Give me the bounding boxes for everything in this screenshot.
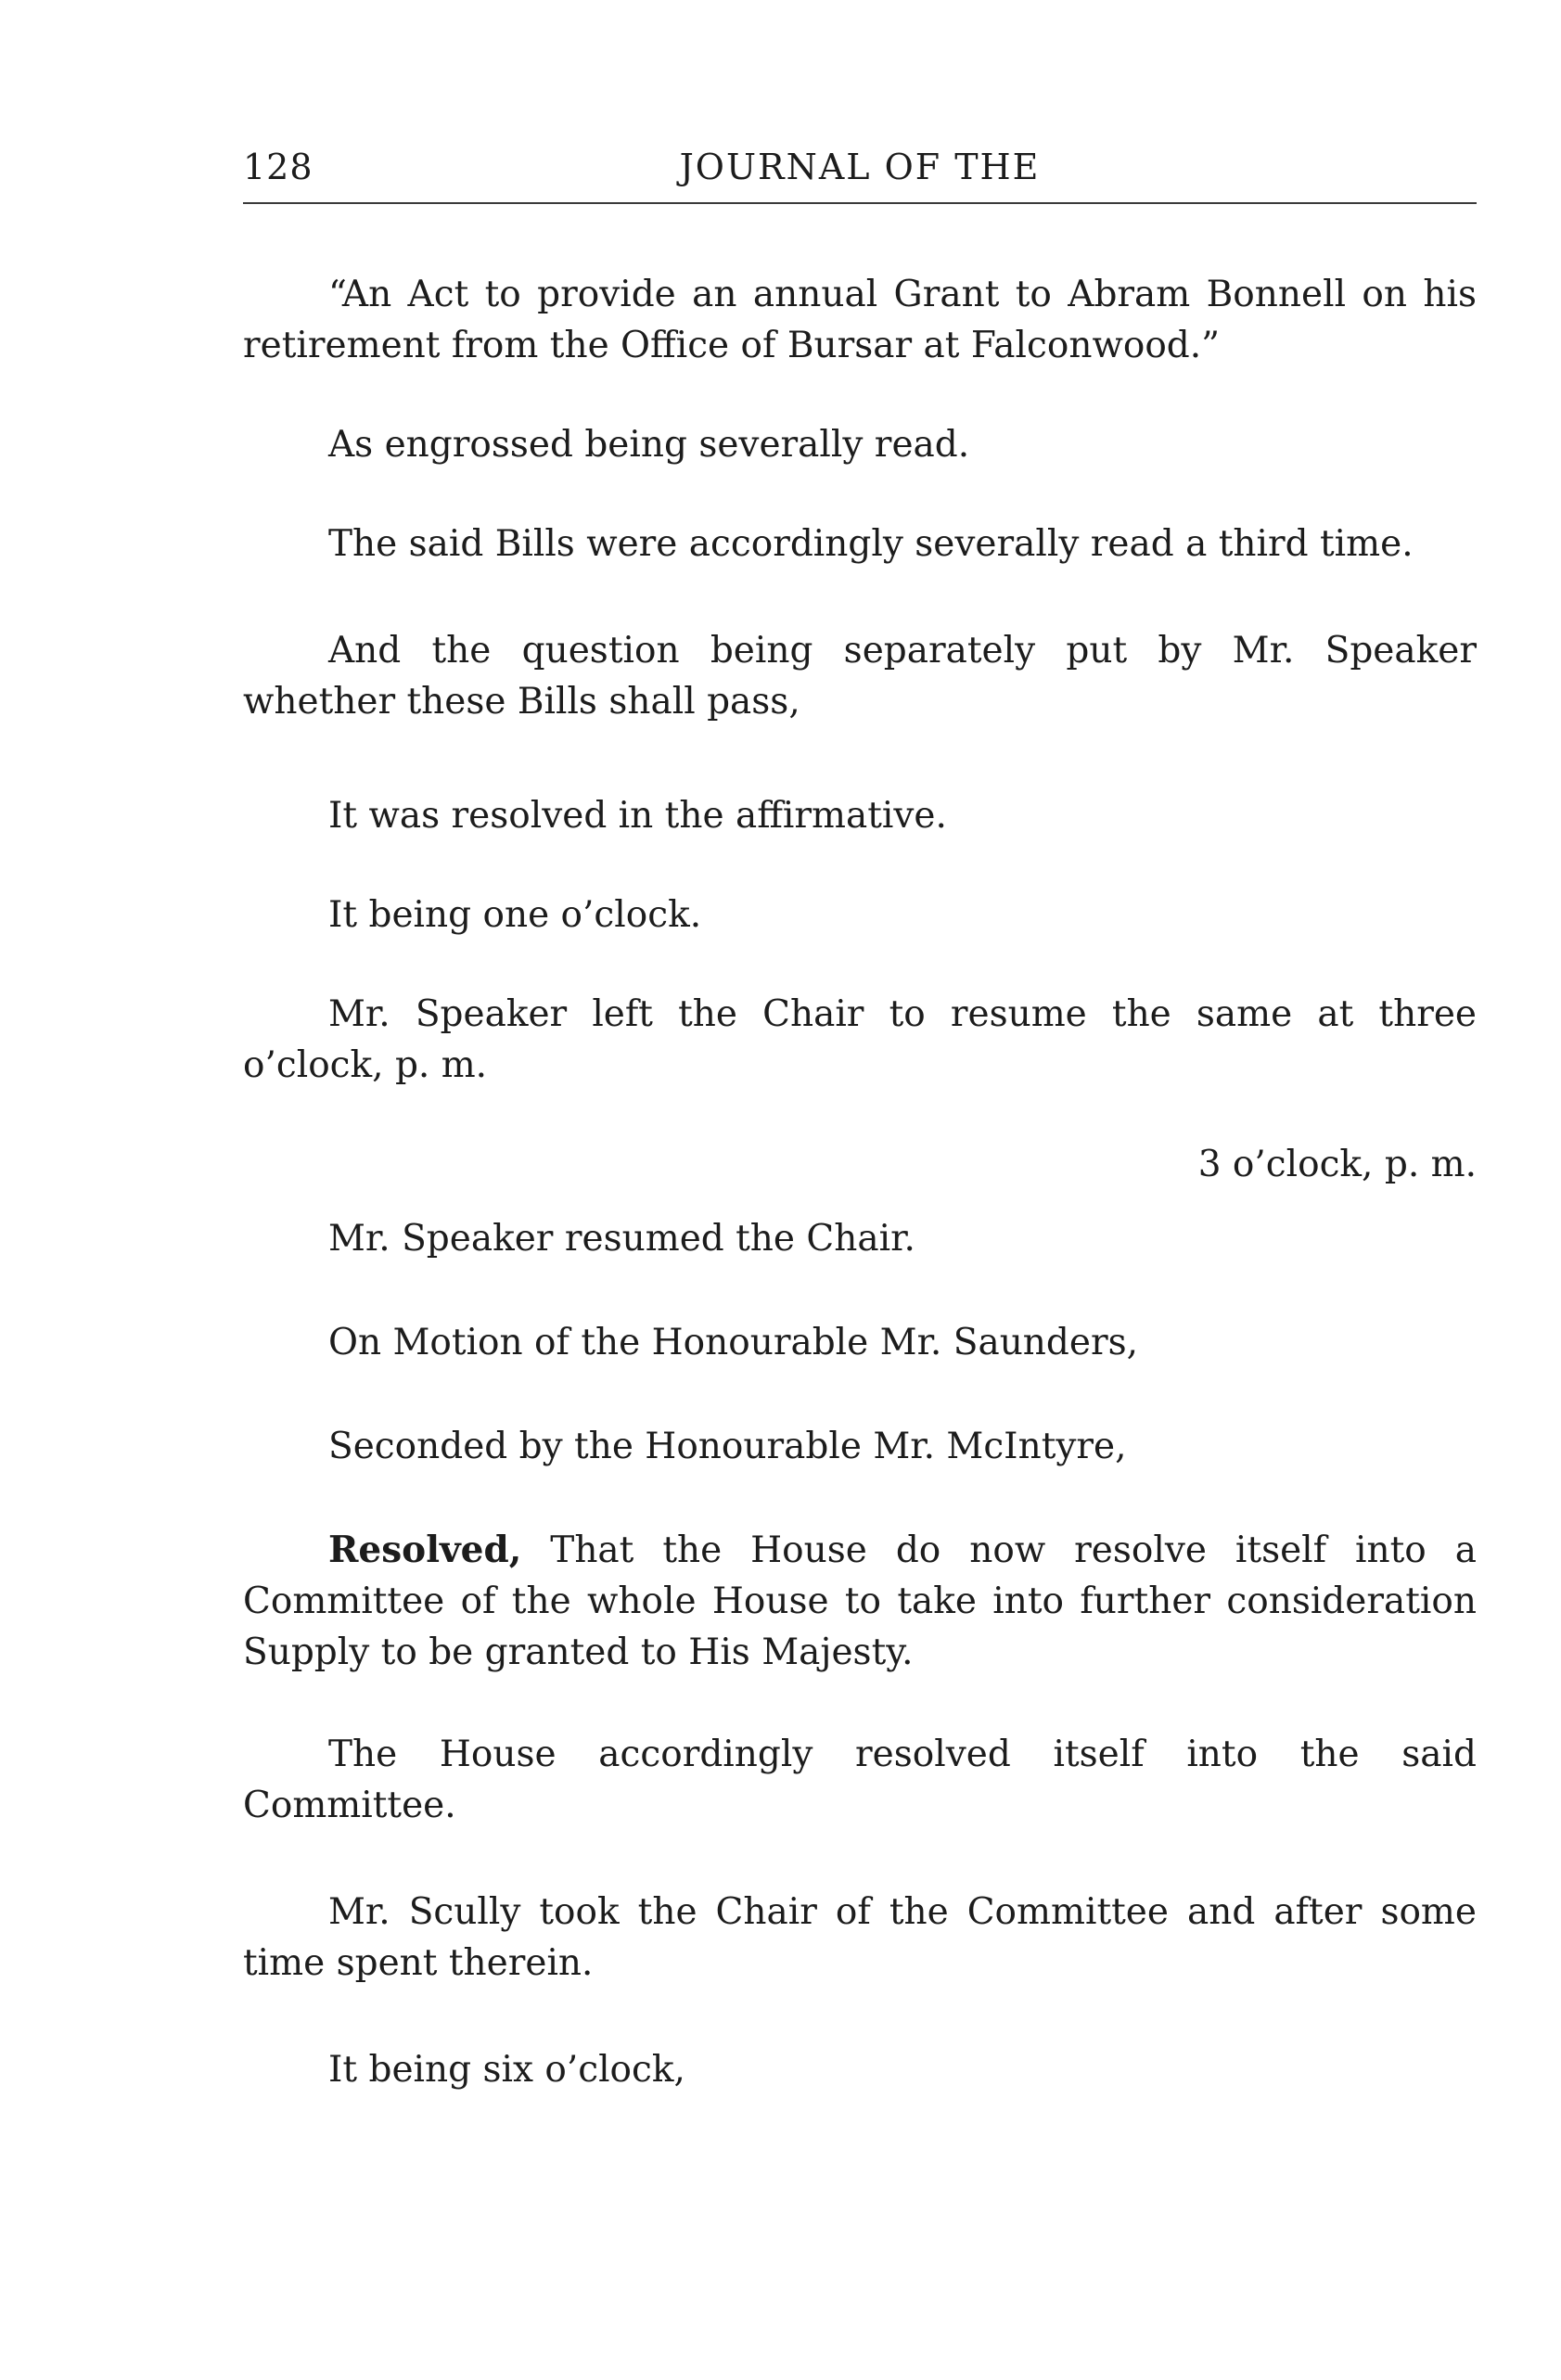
speaker-left-paragraph: Mr. Speaker left the Chair to resume the same at three o’clock, p. m. xyxy=(243,993,1477,1086)
page-header xyxy=(243,147,1477,202)
engrossed-paragraph: As engrossed being severally read. xyxy=(328,424,970,466)
time-marker: 3 o’clock, p. m. xyxy=(1197,1144,1477,1185)
one-oclock-paragraph: It being one o’clock. xyxy=(328,894,702,936)
motion-paragraph: On Motion of the Honourable Mr. Saunders, xyxy=(328,1322,1139,1363)
scully-paragraph: Mr. Scully took the Chair of the Committee and after some time spent therein. xyxy=(243,1891,1477,1984)
affirmative-paragraph: It was resolved in the affirmative. xyxy=(328,795,947,837)
third-reading-paragraph: The said Bills were accordingly severally read a third time. xyxy=(328,523,1414,565)
page-number: 128 xyxy=(243,147,313,187)
question-paragraph: And the question being separately put by Mr. Speaker whether these Bills shall pass, xyxy=(243,630,1477,723)
speaker-resumed-paragraph: Mr. Speaker resumed the Chair. xyxy=(328,1218,915,1260)
resolved-paragraph xyxy=(243,1525,1477,1678)
running-title: JOURNAL OF THE xyxy=(679,147,1041,187)
resolved-lead: Resolved, xyxy=(328,1529,522,1571)
header-rule xyxy=(243,202,1477,204)
act-title-paragraph: “An Act to provide an annual Grant to Abram Bonnell on his retirement from the Office of Bursar at Falconwood.” xyxy=(243,274,1477,366)
page-body xyxy=(243,269,1477,2095)
six-oclock-paragraph: It being six o’clock, xyxy=(328,2049,685,2091)
resolved-text: That the House do now resolve itself into a Committee of the whole House to take into further consideration Supply to be granted to His Majesty. xyxy=(243,1529,1477,1673)
seconded-paragraph: Seconded by the Honourable Mr. McIntyre, xyxy=(328,1426,1127,1467)
committee-paragraph: The House accordingly resolved itself into the said Committee. xyxy=(243,1734,1477,1826)
